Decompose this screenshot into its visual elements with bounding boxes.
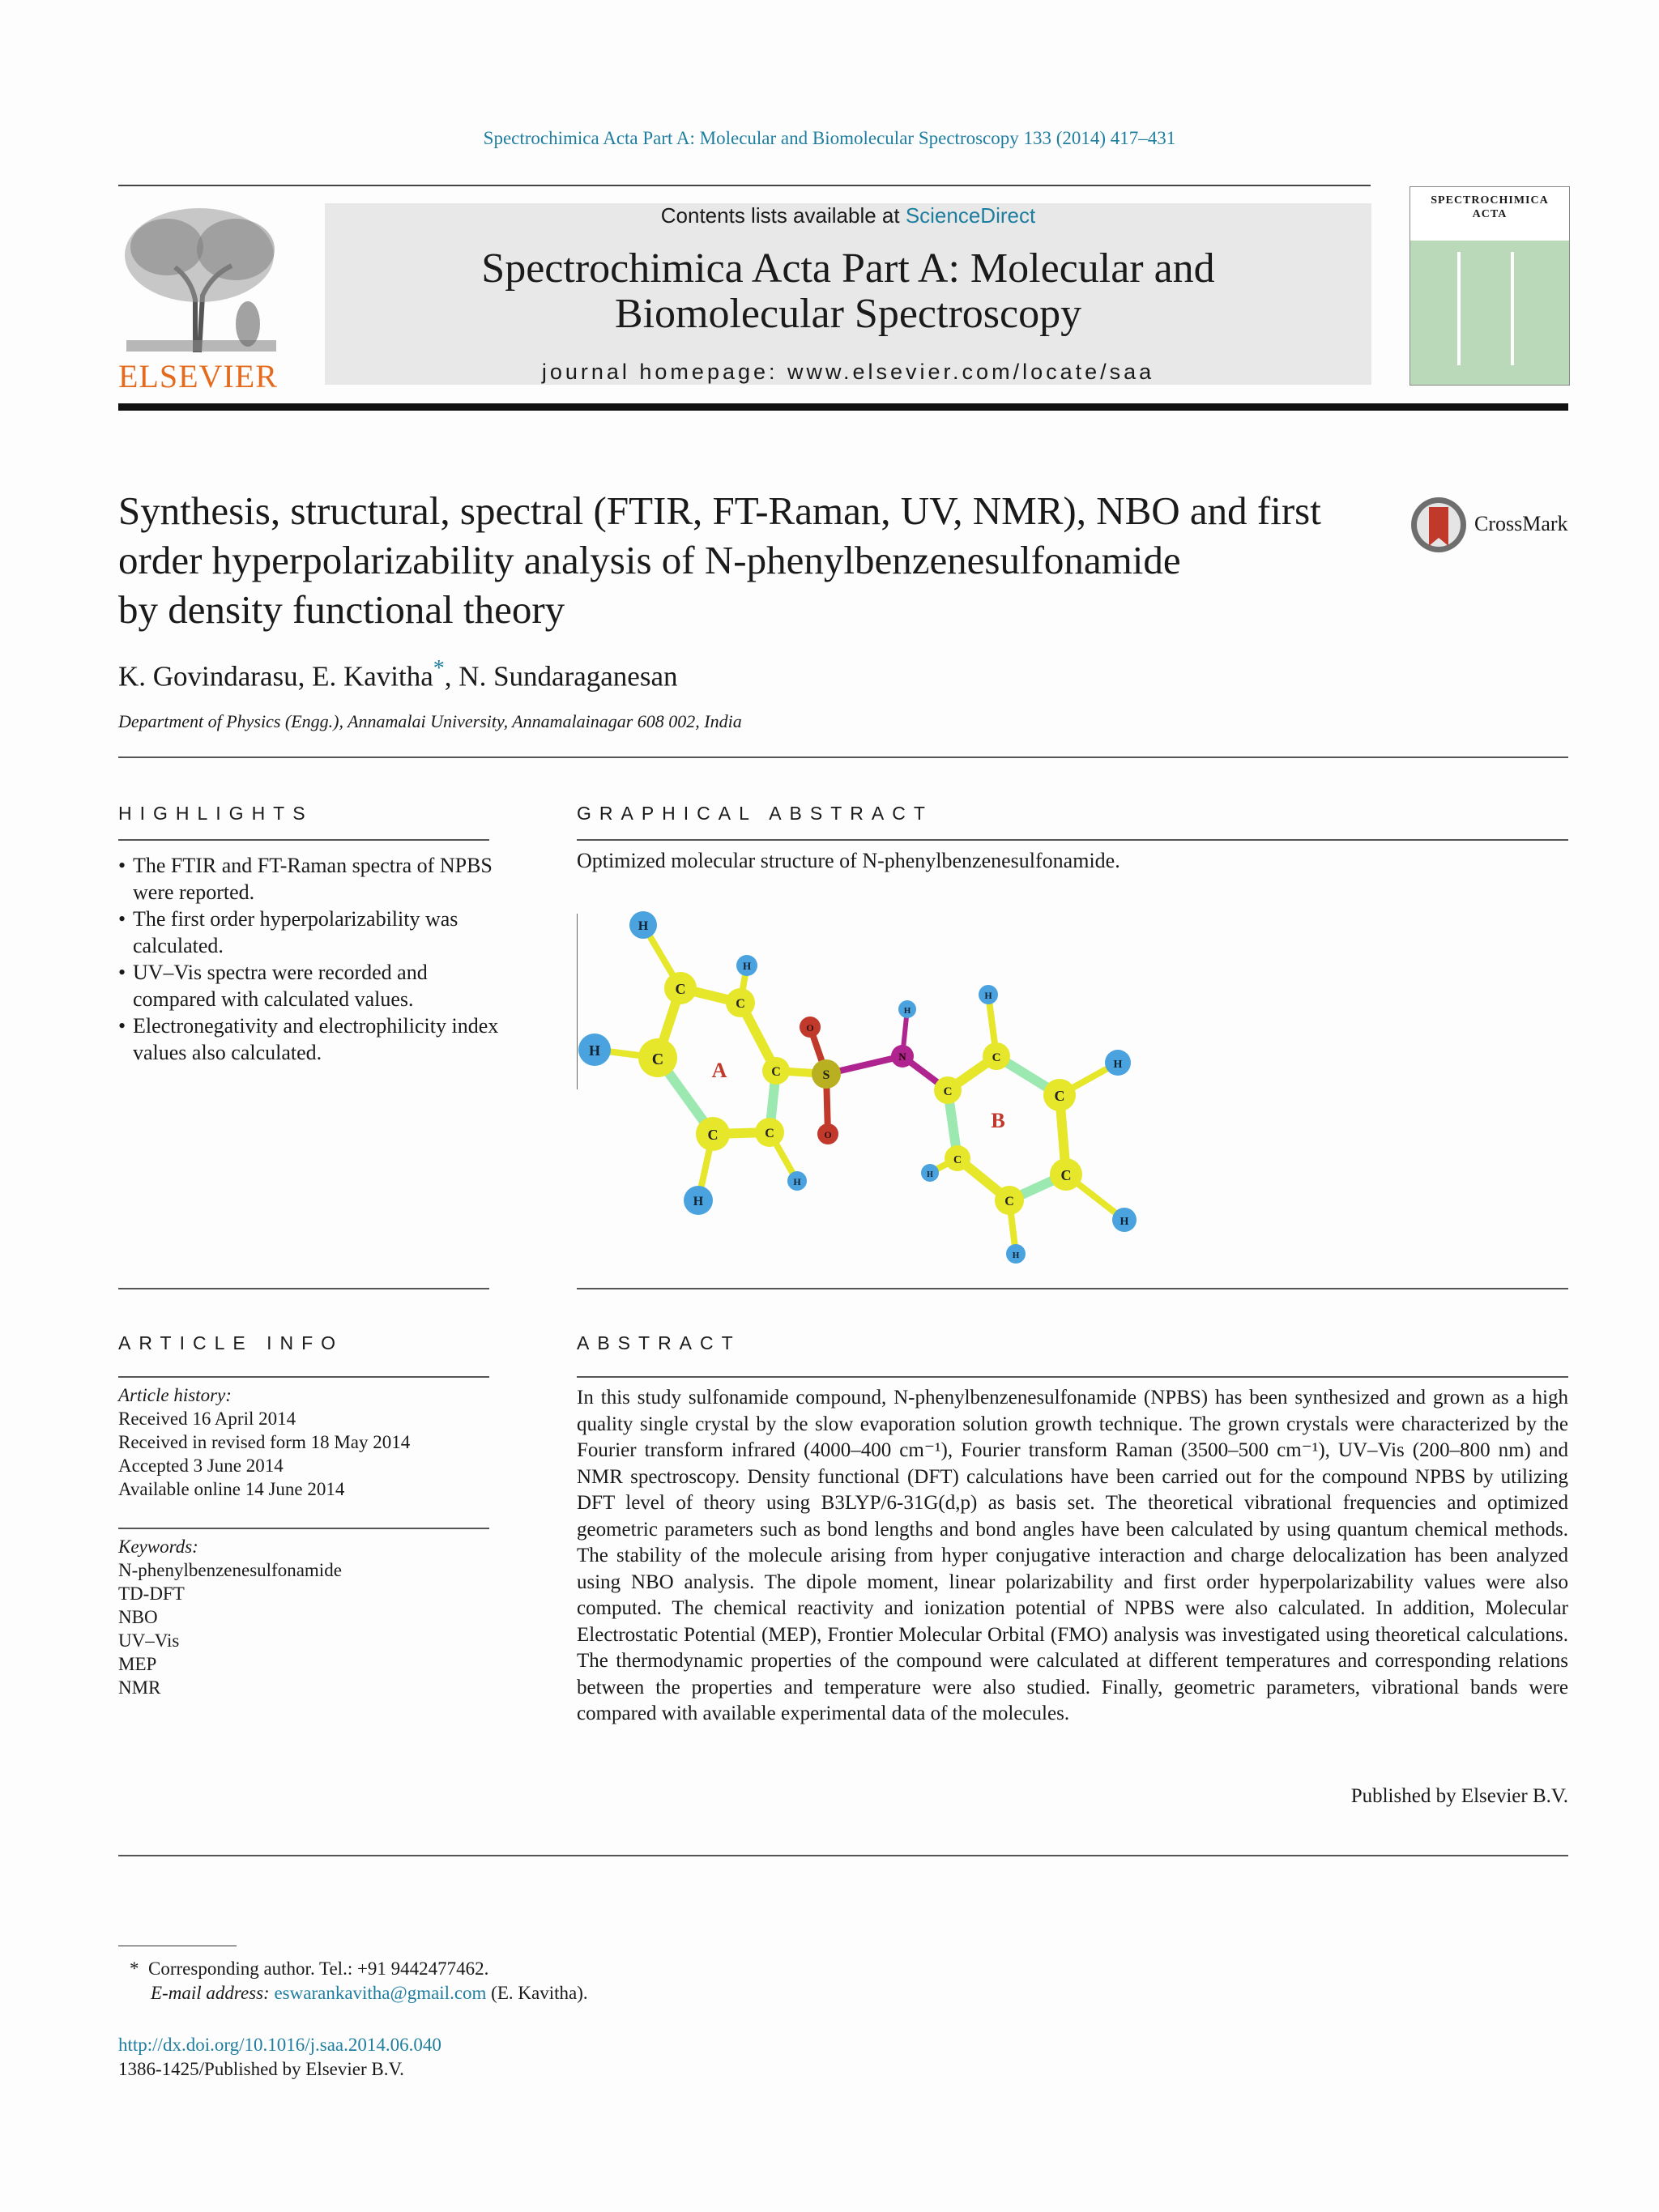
cover-stripe (1511, 252, 1514, 365)
history-accepted: Accepted 3 June 2014 (118, 1455, 284, 1476)
svg-text:O: O (806, 1022, 814, 1034)
divider (118, 1288, 489, 1289)
author-list (118, 656, 678, 693)
svg-text:C: C (651, 1051, 664, 1068)
journal-title-line1: Spectrochimica Acta Part A: Molecular and (481, 245, 1215, 292)
svg-text:C: C (765, 1127, 774, 1140)
crossmark-label: CrossMark (1474, 512, 1568, 535)
elsevier-logo (118, 202, 284, 394)
highlight-item: • Electronegativity and electrophilicity index values also calculated. (118, 1012, 499, 1066)
header-top-rule (118, 185, 1371, 186)
corresponding-author-text: Corresponding author. Tel.: +91 9442477462. (148, 1958, 489, 1979)
atoms (578, 911, 1137, 1264)
elsevier-wordmark: ELSEVIER (118, 358, 278, 394)
svg-text:S: S (822, 1068, 830, 1082)
highlight-item: • The first order hyperpolarizability was calculated. (118, 906, 499, 959)
article-title-line1: Synthesis, structural, spectral (FTIR, FT-Raman, UV, NMR), NBO and first (118, 488, 1321, 533)
svg-text:H: H (638, 919, 649, 933)
email-link[interactable]: eswarankavitha@gmail.com (274, 1983, 487, 2003)
cover-title-line1: SPECTROCHIMICA (1431, 194, 1549, 207)
footnote-star: * (130, 1958, 139, 1979)
svg-text:C: C (943, 1085, 953, 1098)
journal-title (325, 246, 1371, 337)
cover-stripe (1457, 252, 1461, 365)
published-by: Published by Elsevier B.V. (1350, 1785, 1568, 1807)
doi-link[interactable]: http://dx.doi.org/10.1016/j.saa.2014.06.040 (118, 2035, 441, 2055)
history-online: Available online 14 June 2014 (118, 1479, 345, 1499)
journal-cover-thumbnail[interactable] (1410, 186, 1570, 386)
authors-part1: K. Govindarasu, E. Kavitha (118, 660, 433, 693)
divider (118, 839, 489, 841)
footnote (130, 1957, 1102, 2005)
graphical-abstract-caption: Optimized molecular structure of N-phenylbenzenesulfonamide. (577, 849, 1120, 872)
svg-text:H: H (793, 1176, 801, 1187)
article-info-heading: ARTICLE INFO (118, 1332, 344, 1353)
email-line (130, 1981, 1102, 2005)
keyword: TD-DFT (118, 1583, 185, 1604)
journal-homepage[interactable]: journal homepage: www.elsevier.com/locate/saa (541, 360, 1155, 384)
corresponding-author-note (130, 1957, 1102, 1981)
divider (118, 1855, 1568, 1856)
abstract-heading: ABSTRACT (577, 1332, 741, 1353)
cover-title (1410, 187, 1569, 241)
elsevier-tree-icon (118, 202, 284, 356)
article-title-line2: order hyperpolarizability analysis of N-phenylbenzenesulfonamide (118, 538, 1181, 582)
svg-text:H: H (927, 1170, 933, 1179)
keywords (118, 1535, 489, 1699)
highlight-item: • UV–Vis spectra were recorded and compared with calculated values. (118, 959, 499, 1012)
svg-text:H: H (1113, 1059, 1123, 1071)
highlight-item: • The FTIR and FT-Raman spectra of NPBS were reported. (118, 852, 499, 906)
svg-text:C: C (1054, 1088, 1065, 1104)
cover-title-line2: ACTA (1472, 208, 1508, 220)
journal-citation[interactable]: Spectrochimica Acta Part A: Molecular and Biomolecular Spectroscopy 133 (2014) 417–431 (483, 128, 1176, 148)
issn-line: 1386-1425/Published by Elsevier B.V. (118, 2059, 404, 2079)
history-received: Received 16 April 2014 (118, 1409, 296, 1429)
crossmark-badge[interactable] (1410, 496, 1572, 556)
svg-text:H: H (903, 1006, 911, 1016)
svg-text:H: H (742, 960, 752, 972)
crossmark-icon (1410, 496, 1468, 554)
keyword: MEP (118, 1654, 157, 1674)
sciencedirect-link[interactable]: ScienceDirect (905, 203, 1036, 228)
svg-text:H: H (984, 990, 992, 1001)
svg-text:O: O (824, 1129, 832, 1140)
svg-text:C: C (707, 1127, 719, 1143)
svg-text:C: C (992, 1051, 1001, 1064)
divider (577, 839, 1568, 841)
divider (118, 1376, 489, 1378)
email-suffix: (E. Kavitha). (486, 1983, 588, 2003)
svg-text:C: C (1060, 1167, 1072, 1183)
svg-text:C: C (771, 1065, 781, 1079)
molecule-diagram (577, 907, 1160, 1272)
contents-line (325, 203, 1371, 228)
svg-text:C: C (1004, 1195, 1014, 1208)
highlights-heading: HIGHLIGHTS (118, 803, 313, 824)
divider (118, 757, 1568, 758)
keyword: NBO (118, 1607, 158, 1627)
graphical-abstract-heading: GRAPHICAL ABSTRACT (577, 803, 933, 824)
svg-text:H: H (693, 1195, 704, 1208)
divider (577, 1376, 1568, 1378)
article-history (118, 1383, 489, 1501)
svg-text:C: C (953, 1154, 962, 1166)
abstract-text: In this study sulfonamide compound, N-phenylbenzenesulfonamide (NPBS) has been synthesized and grown as a high quality single crystal by the slow evaporation solution growth technique. The grown crystals were characterized by the Fourier transform infrared (4000–400 cm⁻¹), Fourier transform Raman (3500–500 cm⁻¹), UV–Vis (200–800 nm) and NMR spectroscopy. Density functional (DFT) calculations have been carried out for the compound NPBS by utilizing DFT level of theory using B3LYP/6-31G(d,p) as basis set. The theoretical vibrational frequencies and optimized geometric parameters such as bond lengths and bond angles have been calculated by using quantum chemical methods. The stability of the molecule arising from hyper conjugative interaction and charge delocalization has been analyzed using NBO analysis. The dipole moment, linear polarizability and first order hyperpolarizability values were also computed. The chemical reactivity and ionization potential of NPBS were also calculated. In addition, Molecular Electrostatic Potential (MEP), Frontier Molecular Orbital (FMO) analysis was investigated using theoretical calculations. The thermodynamic properties of the compound were calculated at different temperatures and corresponding relations between the properties and temperature were also studied. Finally, geometric parameters, vibrational bands were compared with available experimental data of the molecules. (577, 1387, 1568, 1724)
ring-a-label: A (711, 1059, 727, 1082)
svg-text:C: C (675, 981, 686, 997)
keywords-label: Keywords: (118, 1536, 198, 1557)
keyword: N-phenylbenzenesulfonamide (118, 1560, 342, 1580)
contents-prefix: Contents lists available at (660, 203, 906, 228)
svg-text:H: H (588, 1042, 601, 1059)
journal-title-line2: Biomolecular Spectroscopy (614, 291, 1082, 337)
email-label: E-mail address: (151, 1983, 275, 2003)
svg-text:N: N (898, 1051, 906, 1063)
svg-text:H: H (1120, 1216, 1129, 1228)
header-thick-rule (118, 403, 1568, 411)
affiliation: Department of Physics (Engg.), Annamalai University, Annamalainagar 608 002, India (118, 711, 742, 731)
keyword: UV–Vis (118, 1630, 180, 1651)
svg-text:H: H (1012, 1251, 1020, 1260)
svg-text:C: C (736, 997, 745, 1011)
history-revised: Received in revised form 18 May 2014 (118, 1432, 411, 1452)
divider (577, 1288, 1568, 1289)
article-title (118, 486, 1382, 634)
highlights-list (118, 852, 499, 1066)
journal-banner (325, 203, 1371, 385)
divider (118, 1528, 489, 1529)
authors-part2: , N. Sundaraganesan (444, 660, 678, 693)
ring-b-label: B (991, 1109, 1005, 1132)
article-title-line3: by density functional theory (118, 587, 565, 632)
keyword: NMR (118, 1677, 161, 1698)
corresponding-author-marker[interactable]: * (433, 656, 445, 681)
history-label: Article history: (118, 1385, 232, 1405)
